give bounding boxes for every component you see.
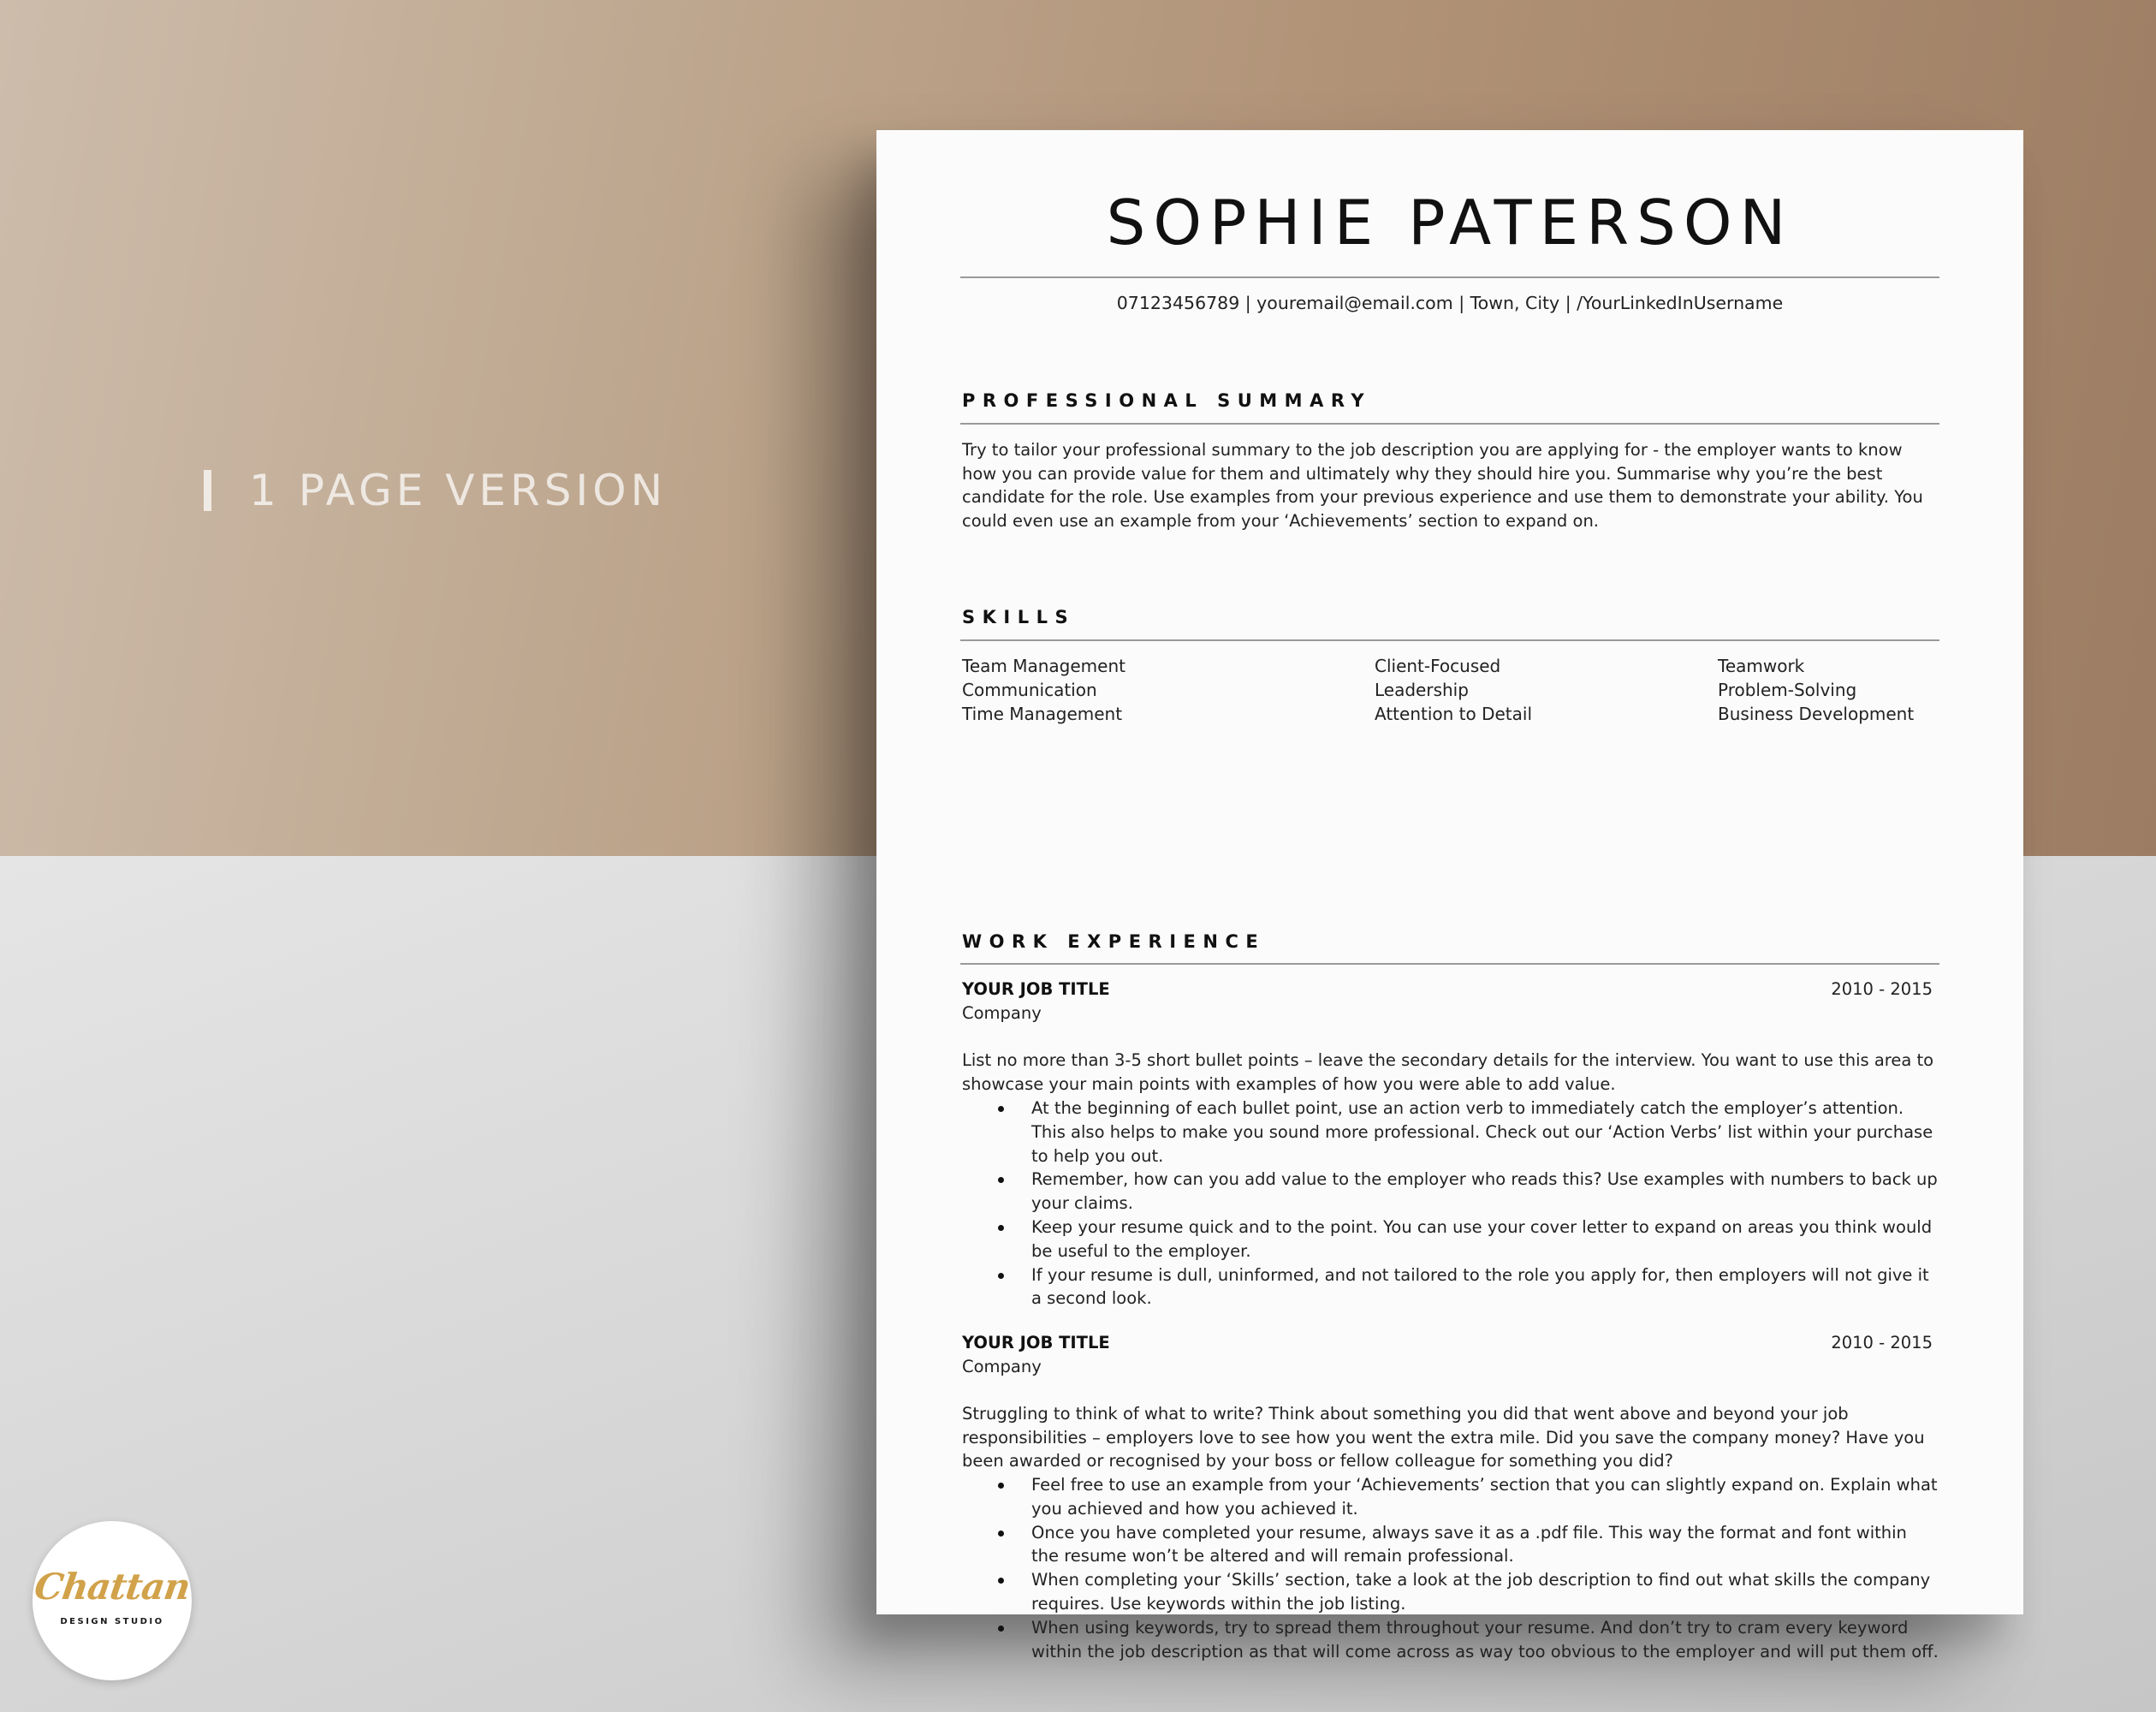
job-bullet: At the beginning of each bullet point, use an action verb to immediately catch the employer’s attention. This also helps to make you sound more professional. Check out our ‘Action Verbs’ list within your purchase to help you out. xyxy=(962,1097,1939,1168)
skill-item: Communication xyxy=(962,680,1097,700)
page-version-text: 1 PAGE VERSION xyxy=(249,466,667,515)
brand-logo xyxy=(33,1521,192,1680)
skill-item: Leadership xyxy=(1375,680,1469,700)
page-version-label xyxy=(204,461,667,520)
logo-subtitle: DESIGN STUDIO xyxy=(60,1617,164,1626)
experience-heading: WORK EXPERIENCE xyxy=(962,931,1266,952)
label-bar xyxy=(204,470,211,511)
job-company: Company xyxy=(962,1357,1042,1376)
skills-column-3 xyxy=(1718,654,1914,726)
job-intro: List no more than 3-5 short bullet points – leave the secondary details for the interview. You want to use this area to showcase your main points with examples of how you were able to add value. xyxy=(962,1050,1934,1094)
skill-item: Business Development xyxy=(1718,704,1915,724)
experience-divider xyxy=(960,963,1939,965)
job-bullet-list xyxy=(962,1097,1939,1311)
skill-item: Problem-Solving xyxy=(1718,680,1857,700)
job-bullet: Feel free to use an example from your ‘Achievements’ section that you can slightly expand on. Explain what you achieved and how you achieved it. xyxy=(962,1473,1939,1521)
logo-wordmark: Chattan xyxy=(32,1566,193,1608)
job-bullet: If your resume is dull, uninformed, and not tailored to the role you apply for, then employers will not give it a second look. xyxy=(962,1263,1939,1311)
resume-name: SOPHIE PATERSON xyxy=(1106,187,1794,259)
job-dates: 2010 - 2015 xyxy=(1831,1333,1933,1352)
job-bullet: Keep your resume quick and to the point. You can use your cover letter to expand on areas you think would be useful to the employer. xyxy=(962,1216,1939,1263)
job-intro: Struggling to think of what to write? Think about something you did that went above and beyond your job responsibilities – employers love to see how you went the extra mile. Did you save the company money? Have you been awarded or recognised by your boss or fellow colleague for something you did? xyxy=(962,1404,1925,1471)
name-divider xyxy=(960,276,1939,278)
job-company: Company xyxy=(962,1003,1042,1023)
skills-heading: SKILLS xyxy=(962,607,1076,627)
skills-divider xyxy=(960,639,1939,641)
contact-line: 07123456789 | youremail@email.com | Town, City | /YourLinkedInUsername xyxy=(1116,293,1784,313)
skill-item: Client-Focused xyxy=(1375,656,1501,676)
job-bullet: When completing your ‘Skills’ section, take a look at the job description to find out what skills the company requires. Use keywords within the job listing. xyxy=(962,1568,1939,1616)
skill-item: Time Management xyxy=(962,704,1123,724)
skill-item: Teamwork xyxy=(1718,656,1805,676)
job-bullet: Remember, how can you add value to the employer who reads this? Use examples with numbers to back up your claims. xyxy=(962,1168,1939,1216)
summary-heading: PROFESSIONAL SUMMARY xyxy=(962,390,1372,411)
summary-text: Try to tailor your professional summary to the job description you are applying for - the employer wants to know how you can provide value for them and ultimately why they should hire you. Summarise why you’re the best candidate for the role. Use examples from your previous experience and use them to demonstrate your ability. You could even use an example from your ‘Achievements’ section to expand on. xyxy=(962,440,1923,531)
job-bullet-list xyxy=(962,1473,1939,1663)
skill-item: Attention to Detail xyxy=(1375,704,1533,724)
skill-item: Team Management xyxy=(962,656,1126,676)
skills-column-2 xyxy=(1375,654,1532,726)
resume-page xyxy=(876,130,2023,1661)
summary-divider xyxy=(960,423,1939,425)
job-title: YOUR JOB TITLE xyxy=(962,1333,1110,1352)
job-title: YOUR JOB TITLE xyxy=(962,979,1110,999)
job-bullet: Once you have completed your resume, always save it as a .pdf file. This way the format and font within the resume won’t be altered and will remain professional. xyxy=(962,1521,1939,1569)
job-bullet: When using keywords, try to spread them throughout your resume. And don’t try to cram every keyword within the job description as that will come across as way too obvious to the employer and will put them off. xyxy=(962,1616,1939,1664)
skills-column-1 xyxy=(962,654,1126,726)
job-dates: 2010 - 2015 xyxy=(1831,979,1933,999)
